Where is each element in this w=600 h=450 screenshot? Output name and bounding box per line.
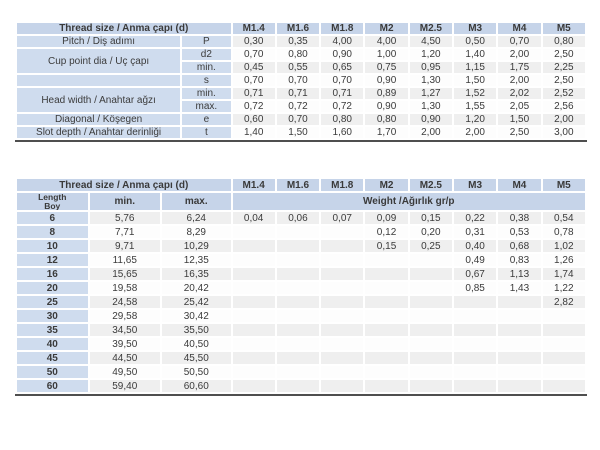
dimensions-header-row (17, 23, 585, 34)
dimension-symbol: t (182, 127, 230, 138)
dimension-value: 1,50 (498, 114, 540, 125)
weight-value: 0,15 (365, 240, 407, 252)
dimension-symbol: s (182, 75, 230, 86)
dimension-value: 1,52 (454, 88, 496, 99)
thread-column-header-m2-5: M2.5 (410, 23, 452, 34)
dimension-value: 0,70 (233, 75, 275, 86)
weight-value: 0,53 (498, 226, 540, 238)
weight-value (454, 380, 496, 392)
dimension-symbol: d2 (182, 49, 230, 60)
length-value: 35 (17, 324, 88, 336)
weight-value: 2,82 (543, 296, 585, 308)
weight-value (410, 324, 452, 336)
weight-table-body (17, 212, 585, 392)
dimension-value: 1,30 (410, 101, 452, 112)
min-value: 11,65 (90, 254, 161, 266)
dimension-row (17, 36, 585, 47)
thread-column-header-m4: M4 (498, 179, 540, 191)
weight-value: 0,06 (277, 212, 319, 224)
max-column-header: max. (162, 193, 231, 210)
dimension-label: Head width / Anahtar ağzı (17, 88, 180, 112)
dimension-value: 2,00 (498, 49, 540, 60)
dimension-value: 0,65 (321, 62, 363, 73)
weight-value: 0,15 (410, 212, 452, 224)
weight-value (365, 310, 407, 322)
length-value: 60 (17, 380, 88, 392)
dimension-value: 0,71 (277, 88, 319, 99)
weight-value (277, 268, 319, 280)
length-value: 25 (17, 296, 88, 308)
dimension-value: 0,70 (277, 114, 319, 125)
weight-value: 0,54 (543, 212, 585, 224)
weight-value (543, 352, 585, 364)
weight-value (365, 296, 407, 308)
dimension-value: 2,02 (498, 88, 540, 99)
dimension-value: 1,20 (410, 49, 452, 60)
weight-value (365, 282, 407, 294)
weight-value (498, 380, 540, 392)
weight-row (17, 324, 585, 336)
weight-value (233, 324, 275, 336)
max-value: 60,60 (162, 380, 231, 392)
dimension-value: 2,05 (498, 101, 540, 112)
max-value: 45,50 (162, 352, 231, 364)
min-value: 19,58 (90, 282, 161, 294)
thread-column-header-m1-6: M1.6 (277, 23, 319, 34)
weight-value (233, 352, 275, 364)
thread-column-header-m5: M5 (543, 179, 585, 191)
weight-row (17, 268, 585, 280)
weight-value (321, 268, 363, 280)
dimension-row (17, 88, 585, 99)
dimension-label: Pitch / Diş adımı (17, 36, 180, 47)
weight-value (410, 268, 452, 280)
dimension-value: 2,00 (543, 114, 585, 125)
dimension-value: 0,80 (543, 36, 585, 47)
max-value: 20,42 (162, 282, 231, 294)
weight-value: 0,40 (454, 240, 496, 252)
min-value: 44,50 (90, 352, 161, 364)
dimension-value: 0,90 (321, 49, 363, 60)
dimension-value: 0,90 (410, 114, 452, 125)
weight-value (277, 226, 319, 238)
weight-table-title: Thread size / Anma çapı (d) (17, 179, 231, 191)
weight-value (277, 324, 319, 336)
dimension-value: 0,72 (233, 101, 275, 112)
weight-value (365, 254, 407, 266)
dimension-value: 2,00 (410, 127, 452, 138)
weight-value (454, 338, 496, 350)
dimension-value: 2,56 (543, 101, 585, 112)
thread-column-header-m1-8: M1.8 (321, 179, 363, 191)
min-value: 29,58 (90, 310, 161, 322)
dimension-value: 4,00 (321, 36, 363, 47)
weight-value (543, 380, 585, 392)
weight-value (277, 310, 319, 322)
weight-value (321, 338, 363, 350)
weight-value (277, 282, 319, 294)
length-value: 8 (17, 226, 88, 238)
dimension-value: 2,50 (543, 75, 585, 86)
weight-value: 1,74 (543, 268, 585, 280)
weight-value (498, 296, 540, 308)
dimension-value: 0,50 (454, 36, 496, 47)
weight-value: 0,09 (365, 212, 407, 224)
dimension-value: 2,50 (498, 127, 540, 138)
min-value: 15,65 (90, 268, 161, 280)
weight-row (17, 282, 585, 294)
weight-table (15, 177, 587, 396)
length-value: 6 (17, 212, 88, 224)
thread-column-header-m1-4: M1.4 (233, 179, 275, 191)
dimension-value: 0,80 (277, 49, 319, 60)
dimension-value: 4,50 (410, 36, 452, 47)
weight-value (233, 296, 275, 308)
weight-value: 0,04 (233, 212, 275, 224)
weight-value: 1,22 (543, 282, 585, 294)
length-value: 40 (17, 338, 88, 350)
dimension-value: 2,25 (543, 62, 585, 73)
dimension-value: 1,15 (454, 62, 496, 73)
weight-value (233, 282, 275, 294)
weight-value (410, 296, 452, 308)
weight-value (410, 338, 452, 350)
dimension-value: 0,90 (365, 101, 407, 112)
dimension-value: 0,45 (233, 62, 275, 73)
min-value: 24,58 (90, 296, 161, 308)
weight-value (277, 240, 319, 252)
weight-header-row-2 (17, 193, 585, 210)
weight-value (321, 324, 363, 336)
dimensions-table-grid (15, 21, 587, 140)
thread-column-header-m1-6: M1.6 (277, 179, 319, 191)
min-value: 59,40 (90, 380, 161, 392)
weight-value (233, 240, 275, 252)
weight-value (498, 324, 540, 336)
max-value: 10,29 (162, 240, 231, 252)
dimension-value: 4,00 (365, 36, 407, 47)
weight-value (277, 338, 319, 350)
weight-row (17, 240, 585, 252)
weight-value: 1,02 (543, 240, 585, 252)
dimensions-table-body (17, 36, 585, 138)
weight-value: 1,43 (498, 282, 540, 294)
max-value: 50,50 (162, 366, 231, 378)
weight-row (17, 296, 585, 308)
weight-value (365, 338, 407, 350)
dimension-value: 2,50 (543, 49, 585, 60)
length-value: 30 (17, 310, 88, 322)
dimension-value: 2,00 (454, 127, 496, 138)
dimension-value: 0,70 (321, 75, 363, 86)
dimension-value: 0,71 (233, 88, 275, 99)
dimension-value: 1,75 (498, 62, 540, 73)
dimension-value: 0,80 (321, 114, 363, 125)
weight-row (17, 310, 585, 322)
weight-row (17, 366, 585, 378)
thread-column-header-m2: M2 (365, 23, 407, 34)
dimension-value: 1,40 (454, 49, 496, 60)
min-column-header: min. (90, 193, 161, 210)
dimension-value: 0,70 (233, 49, 275, 60)
weight-value (410, 366, 452, 378)
weight-row (17, 212, 585, 224)
weight-value (454, 310, 496, 322)
length-value: 20 (17, 282, 88, 294)
weight-value: 0,49 (454, 254, 496, 266)
min-value: 49,50 (90, 366, 161, 378)
weight-value (454, 324, 496, 336)
thread-column-header-m1-4: M1.4 (233, 23, 275, 34)
min-value: 9,71 (90, 240, 161, 252)
thread-column-header-m2-5: M2.5 (410, 179, 452, 191)
dimension-value: 0,35 (277, 36, 319, 47)
weight-value (410, 380, 452, 392)
dimension-label: Slot depth / Anahtar derinliği (17, 127, 180, 138)
dimension-value: 1,30 (410, 75, 452, 86)
dimension-row (17, 49, 585, 60)
weight-value (321, 366, 363, 378)
weight-value (410, 254, 452, 266)
weight-header-row-1 (17, 179, 585, 191)
weight-value (277, 254, 319, 266)
dimension-row (17, 114, 585, 125)
min-value: 34,50 (90, 324, 161, 336)
dimension-value: 0,30 (233, 36, 275, 47)
weight-value: 0,07 (321, 212, 363, 224)
dimension-value: 0,95 (410, 62, 452, 73)
dimension-value: 0,80 (365, 114, 407, 125)
weight-value: 0,85 (454, 282, 496, 294)
weight-value (498, 310, 540, 322)
weight-value (454, 296, 496, 308)
max-value: 6,24 (162, 212, 231, 224)
min-value: 39,50 (90, 338, 161, 350)
weight-value (233, 254, 275, 266)
thread-column-header-m3: M3 (454, 23, 496, 34)
dimension-value: 0,70 (498, 36, 540, 47)
length-value: 45 (17, 352, 88, 364)
weight-value (321, 310, 363, 322)
dimension-value: 0,72 (277, 101, 319, 112)
weight-value (277, 380, 319, 392)
dimension-value: 1,27 (410, 88, 452, 99)
weight-value (321, 226, 363, 238)
weight-value (410, 282, 452, 294)
weight-value (233, 310, 275, 322)
dimension-label: Cup point dia / Uç çapı (17, 49, 180, 73)
dimension-value: 0,60 (233, 114, 275, 125)
weight-value (277, 296, 319, 308)
weight-value (321, 254, 363, 266)
thread-column-header-m1-8: M1.8 (321, 23, 363, 34)
weight-value (454, 366, 496, 378)
dimensions-table-title: Thread size / Anma çapı (d) (17, 23, 231, 34)
weight-value (543, 310, 585, 322)
weight-table-grid (15, 177, 587, 394)
weight-value (233, 380, 275, 392)
weight-value: 0,67 (454, 268, 496, 280)
weight-value (498, 338, 540, 350)
weight-value: 0,20 (410, 226, 452, 238)
length-value: 10 (17, 240, 88, 252)
weight-value (321, 282, 363, 294)
weight-value (233, 366, 275, 378)
dimension-symbol: P (182, 36, 230, 47)
dimension-value: 0,55 (277, 62, 319, 73)
weight-value (543, 366, 585, 378)
weight-value (233, 226, 275, 238)
weight-value (365, 366, 407, 378)
max-value: 25,42 (162, 296, 231, 308)
weight-row (17, 254, 585, 266)
dimension-symbol: min. (182, 62, 230, 73)
thread-column-header-m2: M2 (365, 179, 407, 191)
max-value: 16,35 (162, 268, 231, 280)
weight-value: 1,26 (543, 254, 585, 266)
dimension-value: 0,89 (365, 88, 407, 99)
dimension-label: Diagonal / Köşegen (17, 114, 180, 125)
dimension-value: 3,00 (543, 127, 585, 138)
dimension-value: 1,60 (321, 127, 363, 138)
weight-value (321, 296, 363, 308)
max-value: 30,42 (162, 310, 231, 322)
weight-value: 0,38 (498, 212, 540, 224)
length-header-en: Length (38, 193, 67, 202)
dimension-symbol: min. (182, 88, 230, 99)
dimension-value: 1,50 (277, 127, 319, 138)
weight-value (498, 352, 540, 364)
length-value: 12 (17, 254, 88, 266)
weight-value (498, 366, 540, 378)
min-value: 7,71 (90, 226, 161, 238)
length-value: 50 (17, 366, 88, 378)
dimensions-table (15, 21, 587, 142)
weight-value: 0,22 (454, 212, 496, 224)
max-value: 35,50 (162, 324, 231, 336)
weight-value: 0,25 (410, 240, 452, 252)
weight-value: 0,31 (454, 226, 496, 238)
dimension-row (17, 127, 585, 138)
weight-row (17, 226, 585, 238)
dimension-value: 2,52 (543, 88, 585, 99)
thread-column-header-m5: M5 (543, 23, 585, 34)
length-value: 16 (17, 268, 88, 280)
dimension-label (17, 75, 180, 86)
weight-value (454, 352, 496, 364)
weight-value: 0,83 (498, 254, 540, 266)
weight-row (17, 338, 585, 350)
dimension-value: 1,50 (454, 75, 496, 86)
dimension-symbol: max. (182, 101, 230, 112)
weight-value: 1,13 (498, 268, 540, 280)
weight-value (365, 324, 407, 336)
min-value: 5,76 (90, 212, 161, 224)
dimension-value: 2,00 (498, 75, 540, 86)
dimension-value: 0,72 (321, 101, 363, 112)
dimension-value: 0,70 (277, 75, 319, 86)
weight-value (365, 380, 407, 392)
weight-value: 0,12 (365, 226, 407, 238)
dimension-value: 1,70 (365, 127, 407, 138)
weight-value (365, 268, 407, 280)
dimension-value: 1,55 (454, 101, 496, 112)
dimension-value: 0,90 (365, 75, 407, 86)
weight-value (410, 310, 452, 322)
max-value: 8,29 (162, 226, 231, 238)
weight-value (233, 268, 275, 280)
weight-value (277, 352, 319, 364)
dimension-value: 0,75 (365, 62, 407, 73)
weight-row (17, 380, 585, 392)
dimension-value: 1,40 (233, 127, 275, 138)
length-header-tr: Boy (44, 200, 61, 210)
weight-columns-header: Weight /Ağırlık gr/p (233, 193, 586, 210)
weight-value (233, 338, 275, 350)
weight-value (277, 366, 319, 378)
max-value: 12,35 (162, 254, 231, 266)
dimension-value: 1,00 (365, 49, 407, 60)
weight-value: 0,78 (543, 226, 585, 238)
thread-column-header-m4: M4 (498, 23, 540, 34)
length-column-header (17, 193, 88, 210)
weight-value (321, 352, 363, 364)
weight-value: 0,68 (498, 240, 540, 252)
weight-value (321, 240, 363, 252)
weight-row (17, 352, 585, 364)
max-value: 40,50 (162, 338, 231, 350)
weight-value (543, 338, 585, 350)
dimension-value: 1,20 (454, 114, 496, 125)
dimension-row (17, 75, 585, 86)
weight-value (410, 352, 452, 364)
weight-value (365, 352, 407, 364)
dimension-symbol: e (182, 114, 230, 125)
dimension-value: 0,71 (321, 88, 363, 99)
weight-value (543, 324, 585, 336)
weight-value (321, 380, 363, 392)
thread-column-header-m3: M3 (454, 179, 496, 191)
